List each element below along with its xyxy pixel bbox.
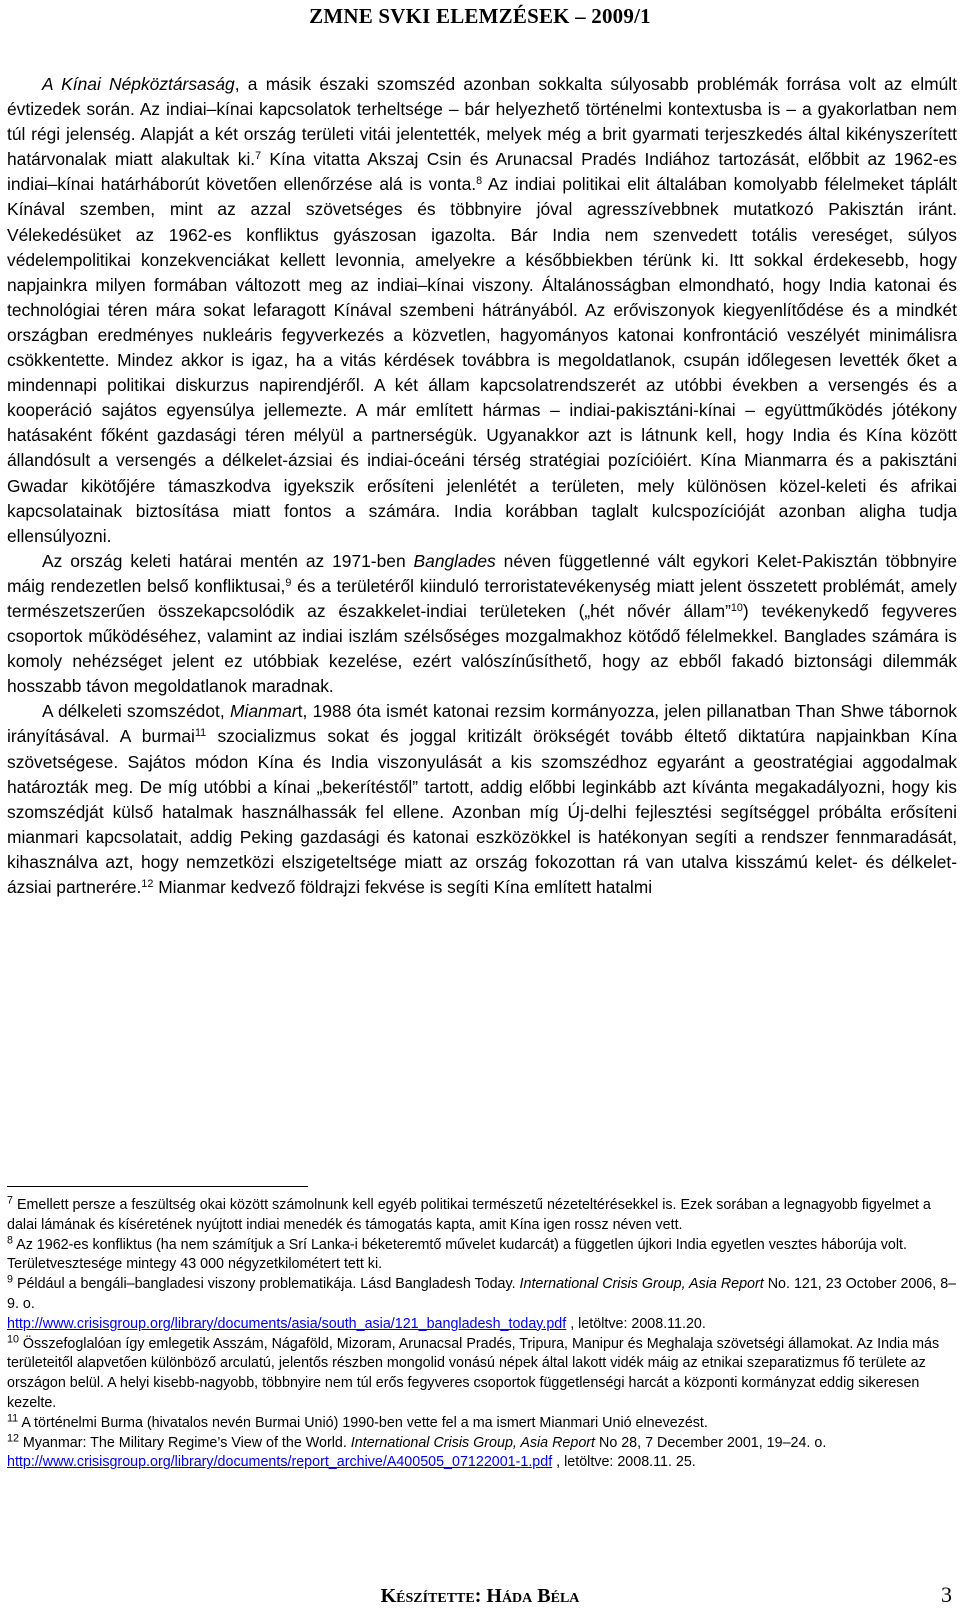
footnote-ref-9[interactable]: 9 (285, 576, 292, 589)
footnote-ref-12[interactable]: 12 (141, 878, 154, 891)
text-run: t, 1988 óta ismét katonai rezsim kormányozza, jelen pillanatban Than Shwe tábornok irányításával. A burmai (7, 701, 957, 747)
footnote-text: , letöltve: 2008.11. 25. (552, 1454, 696, 1471)
text-run: Az ország keleti határai mentén az 1971-ben (42, 550, 414, 571)
footnote-number: 12 (7, 1432, 19, 1445)
footnote-number: 9 (7, 1273, 13, 1286)
paragraph-bangladesh (7, 549, 957, 700)
footnote-ref-8[interactable]: 8 (476, 175, 483, 188)
text-run: és a területéről kiinduló terroristatevékenység miatt jelent összetett problémát, amely természetszerűen összekapcsolódik az északkelet-indiai területeken („hét nővér állam” (7, 575, 958, 621)
footnote-8 (7, 1236, 957, 1276)
page-header: ZMNE SVKI ELEMZÉSEK – 2009/1 (309, 4, 651, 28)
footnote-text: , letöltve: 2008.11.20. (566, 1315, 706, 1332)
footnote-number: 11 (7, 1412, 19, 1425)
italic-term: Mianmar (229, 701, 298, 722)
text-run: Az indiai politikai elit általában komolyabb félelmeket táplált Kínával szemben, mint az azzal szövetséges és többnyire jóval agresszívebbnek mutatkozó Pakisztán iránt. Vélekedésüket az 1962-es konfliktus gyászosan igazolta. Bár India nem szenvedett totális vereséget, súlyos védelempolitikai konzekvenciákat kellett levonnia, amelyekre a későbbiekben térünk ki. Itt sokkal érdekesebb, hogy napjainkra milyen formában változott meg az indiai–kínai viszony. Általánosságban elmondható, hogy India katonai és technológiai téren mára sokat lefaragott Kínával szembeni hátrányából. Az erőviszonyok kiegyenlítődése és a mindkét országban eredményes nukleáris fegyverkezés a közvetlen, hagyományos katonai konfrontáció veszélyét minimálisra csökkentette. Mindez akkor is igaz, ha a vitás kérdések továbbra is megoldatlanok, csupán időlegesen levették őket a mindennapi politikai diskurzus napirendjéről. A két állam kapcsolatrendszerét az utóbbi években a versengés és a kooperáció sajátos egyensúlya jellemezte. A már említett hármas – indiai-pakisztáni-kínai – együttműködés jótékony hatásaként főként gazdasági téren mélyül a partnerségük. Ugyanakkor azt is látnunk kell, hogy India és Kína között állandósult a versengés a délkelet-ázsiai és indiai-óceáni térség stratégiai pozícióiért. Kína Mianmarra és a pakisztáni Gwadar kikötőjére támaszkodva igyekszik erősíteni jelenlétét a területen, mely különösen közel-keleti és afrikai kapcsolatainak biztosítása miatt fontos a számára. India korábban taglalt kulcspozícióját azonban aligha tudja ellensúlyozni. (7, 174, 957, 546)
text-run: néven függetlenné vált egykori Kelet-Pakisztán többnyire máig rendezetlen belső konfliktusai, (7, 550, 958, 596)
text-run: Mianmar kedvező földrajzi fekvése is segíti Kína említett hatalmi (153, 877, 653, 897)
footnote-divider (7, 1186, 308, 1187)
footnote-source-italic: International Crisis Group, Asia Report (350, 1434, 596, 1451)
footnote-source-italic: International Crisis Group, Asia Report (519, 1276, 764, 1293)
footnote-text: Emellett persze a feszültség okai között számolnunk kell egyéb politikai természetű nézeteltérésekkel is. Ezek sorában a legnagyobb figyelmet a dalai lámának és kíséretének nyújtott indiai menedék és támogatás kapta, amit Kína igen rossz néven vett. (7, 1197, 931, 1233)
footnote-12 (7, 1434, 957, 1474)
text-run: , a másik északi szomszéd azonban sokkalta súlyosabb problémák forrása volt az elmúlt évtizedek során. Az indiai–kínai kapcsolatok terheltsége – bár helyezhető történelmi kontextusba is – a gyakorlatban nem túl régi jelenség. Alapját a két ország területi vitái jelentették, melyek még a brit gyarmati terjeszkedés által kikényszerített határvonalak miatt alakultak ki. (7, 74, 958, 170)
page-number: 3 (941, 1582, 952, 1607)
italic-term: Banglades (413, 550, 496, 571)
footnote-ref-10[interactable]: 10 (730, 602, 743, 615)
footnote-9 (7, 1275, 957, 1334)
footnote-number: 7 (7, 1194, 13, 1207)
footnote-ref-7[interactable]: 7 (255, 150, 262, 163)
footnote-7 (7, 1196, 957, 1236)
footnote-10 (7, 1335, 957, 1414)
text-run: ) tevékenykedő fegyveres csoportok működéséhez, valamint az indiai iszlám szélsőséges mozgalmakhoz kötődő félelmekkel. Banglades számára is komoly nehézséget jelent ez utóbbiak kezelése, ezért valószínűsíthető, hogy az ebből fakadó biztonsági dilemmák hosszabb távon megoldatlanok maradnak. (7, 600, 957, 697)
text-run: A délkeleti szomszédot, (42, 701, 230, 722)
footnote-number: 8 (7, 1234, 13, 1247)
paragraph-china (7, 72, 957, 549)
footnote-link[interactable]: http://www.crisisgroup.org/library/documents/asia/south_asia/121_bangladesh_today.pdf (7, 1315, 567, 1332)
footnote-text: Az 1962-es konfliktus (ha nem számítjuk a Srí Lanka-i béketeremtő művelet kudarcát) a független újkori India egyetlen vesztes háborúja volt. Területvesztesége mintegy 43 000 négyzetkilométert tett ki. (7, 1236, 907, 1273)
text-run: szocializmus sokat és joggal kritizált örökségét tovább éltető diktatúra napjainkban Kína szövetségese. Sajátos módon Kína és India viszonyulását a kis szomszédhoz egyaránt a geostratégiai aggodalmak határozták meg. De míg utóbbi a kínai „bekerítéstől” tartott, addig előbbi leginkább azt kívánta megakadályozni, hogy kis szomszédját külső hatalmak használhassák fel ellene. Azonban míg Új-delhi fejlesztési segítséggel próbálta erősíteni mianmari kapcsolatait, addig Peking gazdasági és katonai eszközökkel is hatékonyan segíti a rendszer fennmaradását, kihasználva azt, hogy nemzetközi elszigeteltsége miatt az ország fokozottan rá van utalva kisszámú kelet- és délkelet-ázsiai partnerére. (7, 726, 958, 897)
footnote-text: Myanmar: The Military Regime’s View of the World. (18, 1434, 351, 1451)
paragraph-myanmar (7, 699, 957, 900)
footnote-text: No. 121, 23 October 2006, 8–9. o. (7, 1276, 957, 1312)
footnote-ref-11[interactable]: 11 (194, 727, 207, 740)
text-run: Kína vitatta Akszaj Csin és Arunacsal Pradés Indiához tartozását, előbbit az 1962-es indiai–kínai határháborút követően ellenőrzése alá is vonta. (7, 149, 957, 195)
footnote-text: No 28, 7 December 2001, 19–24. o. (595, 1434, 827, 1451)
footnote-text: A történelmi Burma (hivatalos nevén Burmai Unió) 1990-ben vette fel a ma ismert Mianmari Unió elnevezést. (18, 1414, 708, 1431)
main-text (7, 72, 957, 900)
footnotes (7, 1196, 957, 1473)
footnote-text: Összefoglalóan így emlegetik Asszám, Nágaföld, Mizoram, Arunacsal Pradés, Tripura, Manipur és Meghalaja szövetségi államokat. Az India más területeitől alapvetően különböző arculatú, jelentős részben mongolid vonású népek által lakott vidék máig az etnikai szeparatizmus fő területe az országon belül. A helyi kisebb-nagyobb, többnyire nem túl erős fegyveres csoportok függetlenségi harcát a központi kormányzat eddig sikeresen kezelte. (7, 1335, 940, 1411)
footnote-11 (7, 1414, 957, 1434)
footnote-link[interactable]: http://www.crisisgroup.org/library/documents/report_archive/A400505_07122001-1.pdf (7, 1454, 553, 1471)
footnote-text: Például a bengáli–bangladesi viszony problematikája. Lásd Bangladesh Today. (12, 1276, 520, 1293)
footer-author: Készítette: Háda Béla (380, 1585, 580, 1607)
italic-term: A Kínai Népköztársaság (42, 74, 235, 94)
footnote-number: 10 (7, 1333, 19, 1346)
